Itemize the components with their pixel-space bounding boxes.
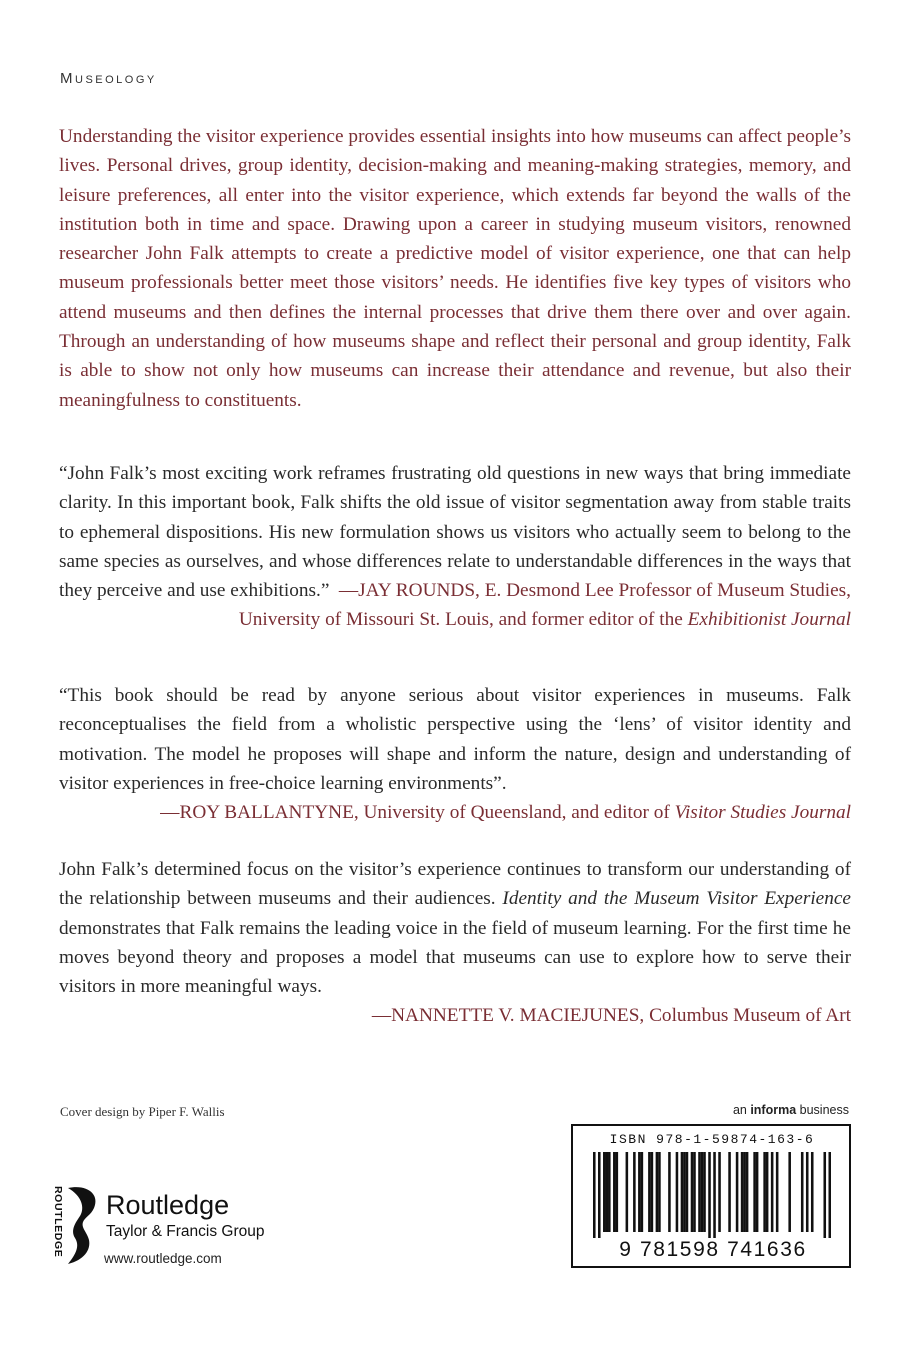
category-label: Museology (60, 70, 157, 87)
barcode-bar (753, 1152, 756, 1232)
publisher-name: Routledge (106, 1190, 230, 1220)
barcode-bar (718, 1152, 721, 1232)
barcode-bar (626, 1152, 629, 1232)
endorsement-quote-2 (59, 681, 851, 827)
barcode-bar (641, 1152, 644, 1232)
quote-text: “John Falk’s most exciting work reframes frustrating old questions in new ways that bring immediate clarity. In this important book, Falk shifts the old issue of visitor segmentation away from stable traits to ephemeral dispositions. His new formulation shows us visitors who actually seem to belong to the same species as ourselves, and whose differences relate to understandable differences in the ways that they perceive and use exhibitions.” (59, 463, 851, 602)
cover-design-credit: Cover design by Piper F. Wallis (60, 1104, 225, 1119)
book-blurb: Understanding the visitor experience provides essential insights into how museums can affect people’s lives. Personal drives, group identity, decision-making and meaning-making strategies, memory, and leisure preferences, all enter into the visitor experience, which extends far beyond the walls of the institution both in time and space. Drawing upon a career in studying museum visitors, renowned researcher John Falk attempts to create a predictive model of visitor experience, one that can help museum professionals better meet those visitors’ needs. He identifies five key types of visitors who attend museums and then defines the internal processes that drive them there over and over again. Through an understanding of how museums shape and reflect their personal and group identity, Falk is able to show not only how museums can increase their attendance and revenue, but also their meaningfulness to constituents. (59, 126, 851, 411)
quote-text-part-2: demonstrates that Falk remains the leading voice in the field of museum learning. For the first time he moves beyond theory and proposes a model that museums can use to explore how to serve their visitors in more meaningful ways. (59, 917, 851, 998)
barcode-bar (806, 1152, 809, 1232)
barcode-bar (616, 1152, 619, 1232)
quote-text-part-1: John Falk’s determined focus on the visitor’s experience continues to transform our understanding of the relationship between museums and their audiences. (59, 859, 851, 910)
journal-title: Exhibitionist Journal (687, 609, 851, 631)
barcode-bar (613, 1152, 616, 1232)
barcode-bar (693, 1152, 696, 1232)
publisher-group: Taylor & Francis Group (106, 1223, 265, 1240)
barcode-bar (771, 1152, 774, 1232)
barcode-bar (766, 1152, 769, 1232)
barcode-bar (608, 1152, 611, 1232)
quote-attribution: —NANNETTE V. MACIEJUNES, Columbus Museum of Art (371, 1005, 851, 1027)
barcode-bar (763, 1152, 766, 1232)
barcode-bar (648, 1152, 651, 1232)
barcode-bar (698, 1152, 701, 1232)
publisher-url[interactable]: www.routledge.com (104, 1251, 222, 1266)
barcode-bar (708, 1152, 711, 1238)
informa-suffix: business (799, 1103, 849, 1117)
barcode-bar (828, 1152, 831, 1238)
barcode-bar (701, 1152, 704, 1232)
barcode-bar (676, 1152, 679, 1232)
barcode-bar (681, 1152, 684, 1232)
journal-title: Visitor Studies Journal (674, 802, 851, 824)
informa-tagline (733, 1103, 849, 1117)
barcode-bar (668, 1152, 671, 1232)
quote-text: “This book should be read by anyone serious about visitor experiences in museums. Falk reconceptualises the field from a wholistic perspective using the ‘lens’ of visitor identity and motivation. The model he proposes will shape and inform the nature, design and understanding of visitor experiences in free-choice learning environments”. (59, 685, 851, 794)
informa-prefix: an (732, 1103, 747, 1117)
barcode-bar (683, 1152, 686, 1232)
quote-attribution: —JAY ROUNDS, E. Desmond Lee Professor of Museum Studies, (338, 580, 851, 602)
informa-brand: informa (750, 1103, 797, 1117)
barcode-bar (686, 1152, 689, 1232)
barcode-bar (788, 1152, 791, 1232)
isbn-label: ISBN 978-1-59874-163-6 (609, 1132, 815, 1147)
quote-attribution-name: —ROY BALLANTYNE, University of Queensland, and editor of (160, 802, 670, 824)
logo-profile-shape (68, 1187, 95, 1264)
quote-attribution-line-2 (59, 605, 851, 634)
barcode-bar (703, 1152, 706, 1232)
quote-attribution-affiliation: University of Missouri St. Louis, and former editor of the (238, 609, 683, 631)
barcode-bar (823, 1152, 826, 1238)
barcode-bar (606, 1152, 609, 1232)
barcode-bar (633, 1152, 636, 1232)
endorsement-quote-3 (59, 855, 851, 1031)
barcode-bar (801, 1152, 804, 1232)
logo-vertical-wordmark: ROUTLEDGE (52, 1186, 64, 1258)
barcode-bar (736, 1152, 739, 1232)
quote-attribution (59, 798, 851, 827)
book-title: Identity and the Museum Visitor Experience (502, 888, 851, 910)
barcode-bar (713, 1152, 716, 1238)
barcode-bar (656, 1152, 659, 1232)
barcode-bar (603, 1152, 606, 1232)
barcode-bar (756, 1152, 759, 1232)
barcode-bar (593, 1152, 596, 1238)
barcode-bar (741, 1152, 744, 1232)
endorsement-quote-1 (59, 459, 851, 635)
barcode-bar (746, 1152, 749, 1232)
barcode-bar (776, 1152, 779, 1232)
barcode-bar (811, 1152, 814, 1232)
barcode-bar (743, 1152, 746, 1232)
barcode-bar (691, 1152, 694, 1232)
isbn-digits: 9 781598 741636 (619, 1238, 807, 1261)
barcode-bar (598, 1152, 601, 1238)
barcode-bar (728, 1152, 731, 1232)
barcode-bar (651, 1152, 654, 1232)
barcode-bar (658, 1152, 661, 1232)
barcode-bars (593, 1152, 831, 1238)
barcode-bar (638, 1152, 641, 1232)
isbn-barcode (571, 1124, 851, 1268)
